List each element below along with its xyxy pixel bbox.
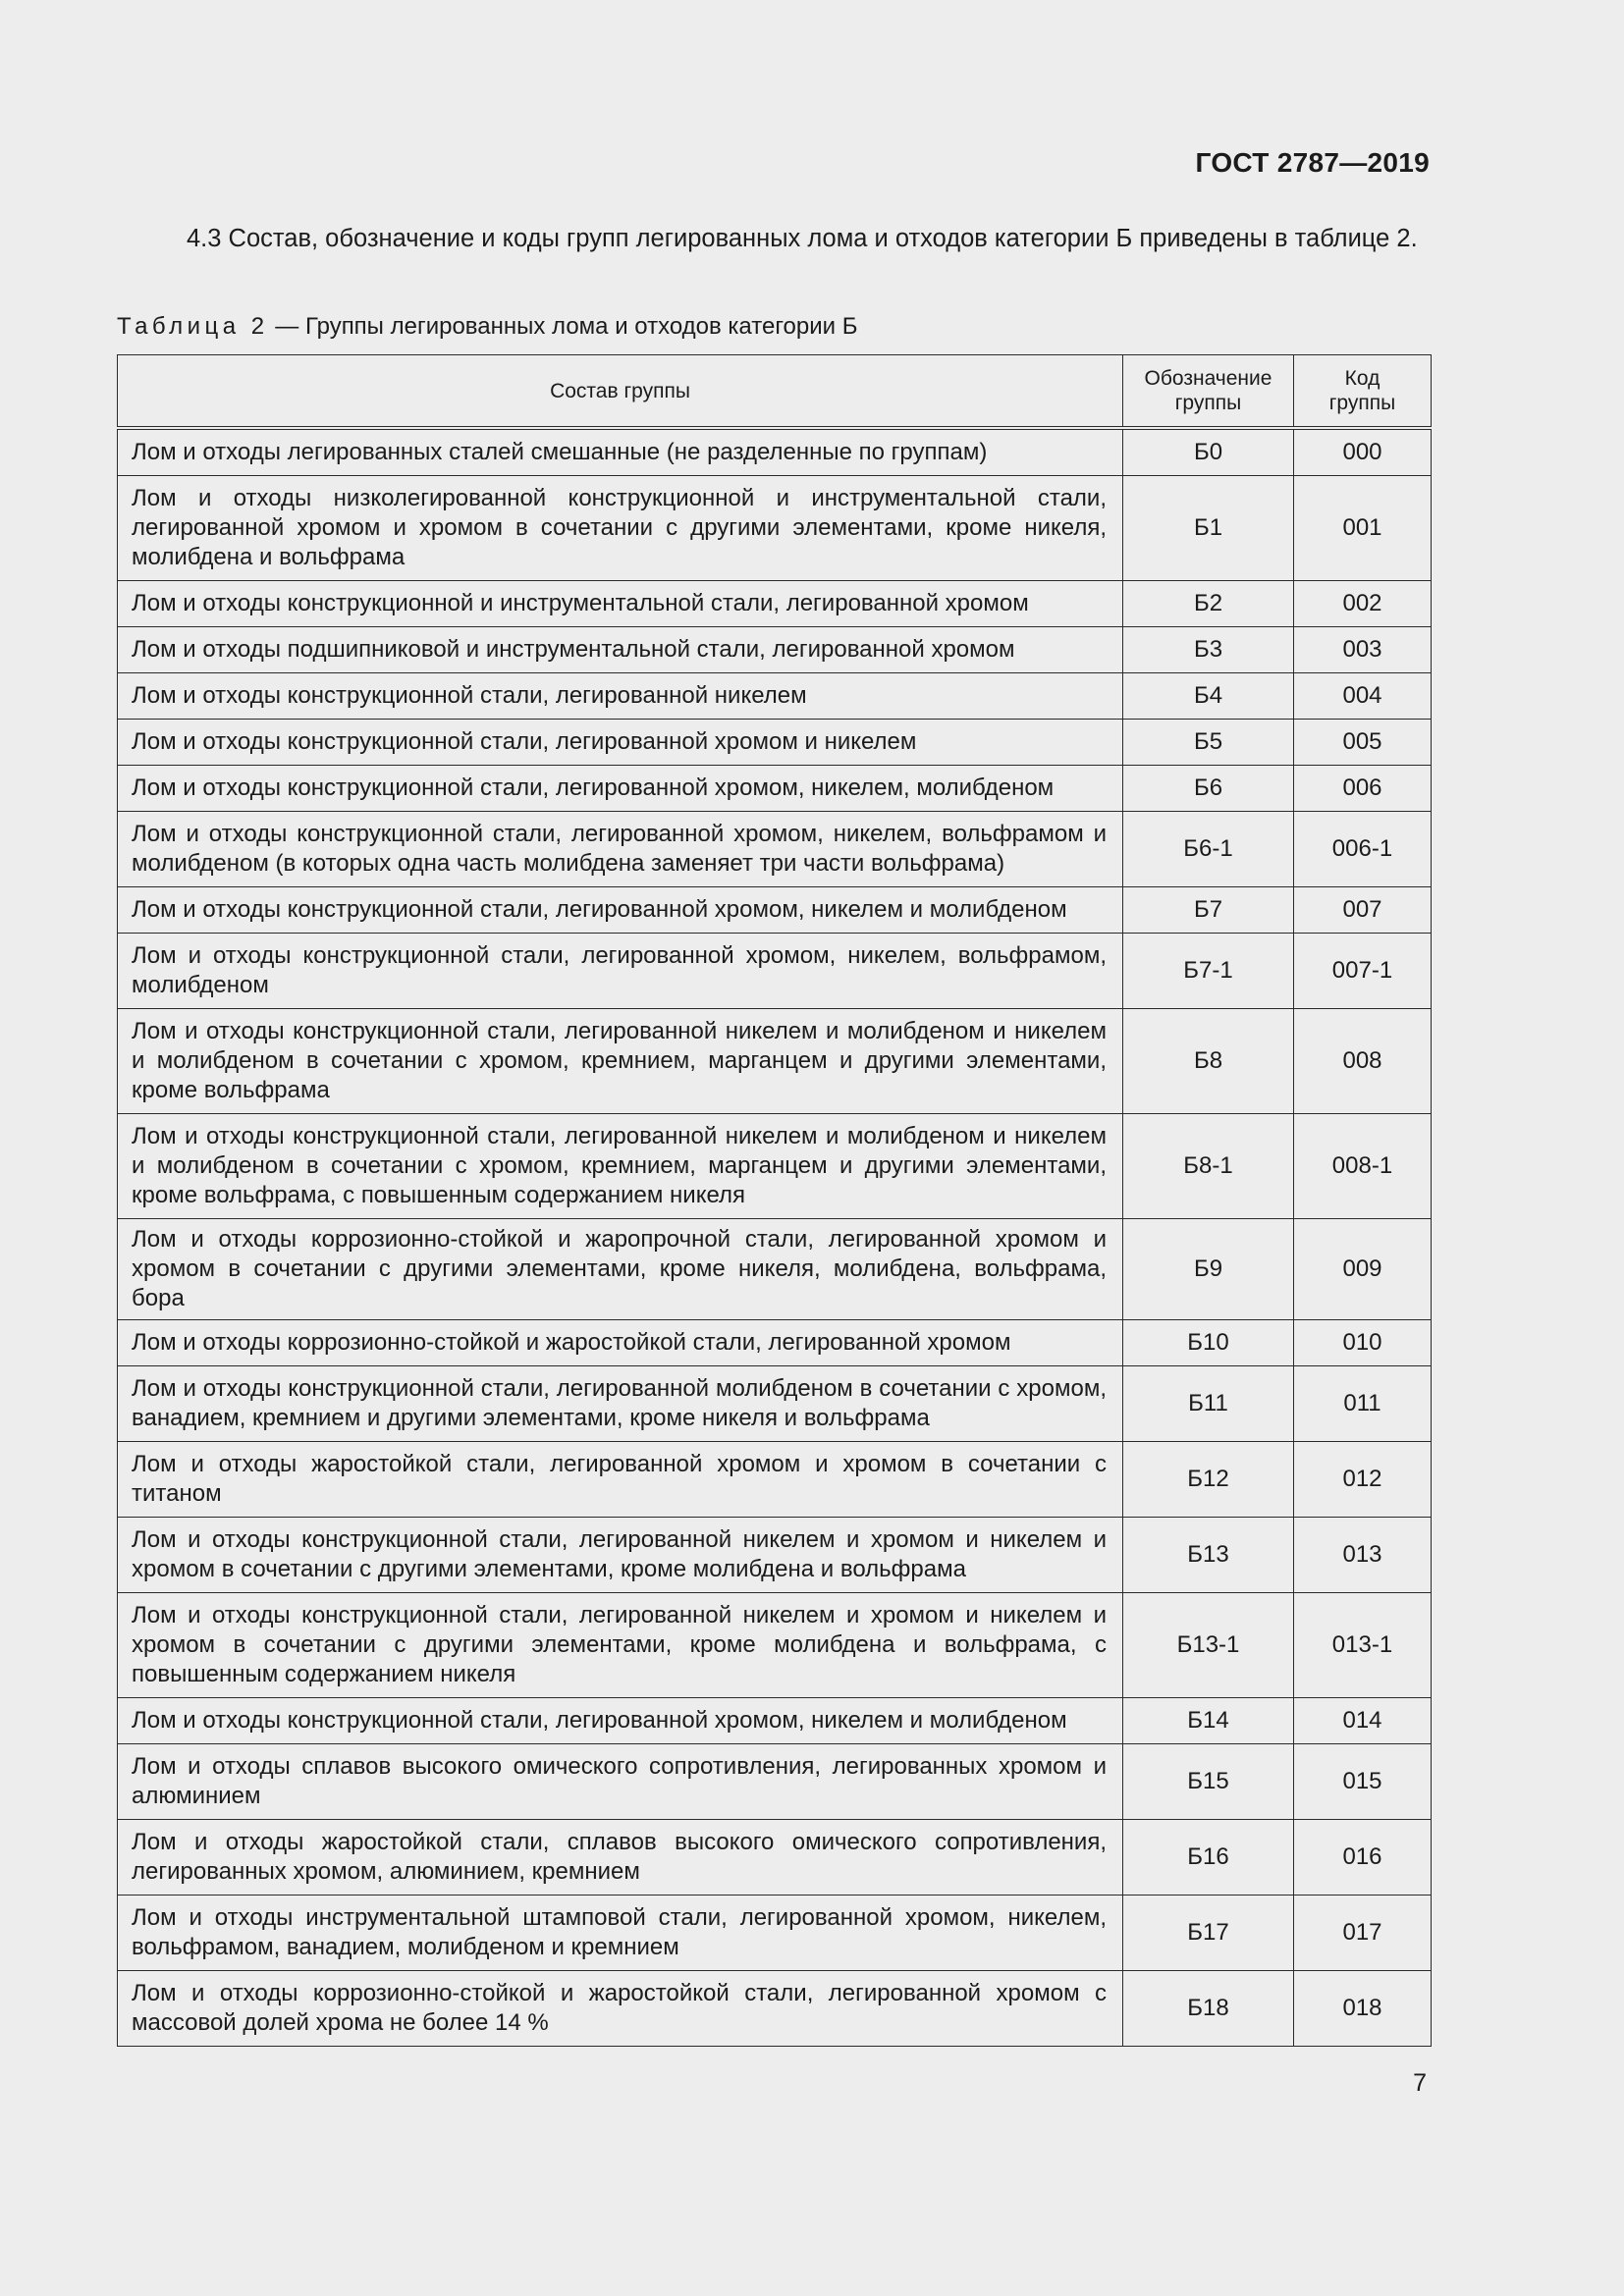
table-row xyxy=(118,1698,1432,1744)
table-row xyxy=(118,1820,1432,1896)
page-number: 7 xyxy=(1413,2069,1427,2097)
row-code: 014 xyxy=(1294,1698,1432,1744)
row-designation: Б9 xyxy=(1123,1219,1294,1320)
row-code: 015 xyxy=(1294,1744,1432,1820)
row-code: 002 xyxy=(1294,581,1432,627)
row-designation: Б18 xyxy=(1123,1971,1294,2047)
table-caption-label: Таблица 2 xyxy=(117,313,269,340)
row-code: 013-1 xyxy=(1294,1593,1432,1698)
table-header-row xyxy=(118,355,1432,429)
row-composition: Лом и отходы конструкционной и инструментальной стали, легированной хромом xyxy=(118,581,1123,627)
row-composition: Лом и отходы низколегированной конструкционной и инструментальной стали, легированной хромом и хромом в сочетании с другими элементами, кроме никеля, молибдена и вольфрама xyxy=(118,476,1123,581)
row-code: 005 xyxy=(1294,720,1432,766)
row-designation: Б5 xyxy=(1123,720,1294,766)
table-row xyxy=(118,673,1432,720)
row-designation: Б0 xyxy=(1123,428,1294,476)
table-row xyxy=(118,476,1432,581)
row-designation: Б13-1 xyxy=(1123,1593,1294,1698)
row-designation: Б2 xyxy=(1123,581,1294,627)
header-composition: Состав группы xyxy=(118,355,1123,429)
row-composition: Лом и отходы конструкционной стали, легированной хромом и никелем xyxy=(118,720,1123,766)
table-row xyxy=(118,1219,1432,1320)
row-designation: Б7 xyxy=(1123,887,1294,934)
row-code: 007-1 xyxy=(1294,934,1432,1009)
row-code: 004 xyxy=(1294,673,1432,720)
row-composition: Лом и отходы коррозионно-стойкой и жаростойкой стали, легированной хромом xyxy=(118,1320,1123,1366)
row-designation: Б6 xyxy=(1123,766,1294,812)
row-composition: Лом и отходы конструкционной стали, легированной хромом, никелем, вольфрамом и молибденом (в которых одна часть молибдена заменяет три части вольфрама) xyxy=(118,812,1123,887)
table-row xyxy=(118,812,1432,887)
row-code: 006-1 xyxy=(1294,812,1432,887)
header-designation: Обозначение группы xyxy=(1123,355,1294,429)
row-designation: Б16 xyxy=(1123,1820,1294,1896)
row-designation: Б14 xyxy=(1123,1698,1294,1744)
row-composition: Лом и отходы подшипниковой и инструментальной стали, легированной хромом xyxy=(118,627,1123,673)
row-composition: Лом и отходы конструкционной стали, легированной никелем и хромом и никелем и хромом в сочетании с другими элементами, кроме молибдена и вольфрама, с повышенным содержанием никеля xyxy=(118,1593,1123,1698)
row-designation: Б4 xyxy=(1123,673,1294,720)
table-row xyxy=(118,1320,1432,1366)
table-row xyxy=(118,1593,1432,1698)
row-designation: Б8-1 xyxy=(1123,1114,1294,1219)
row-designation: Б17 xyxy=(1123,1896,1294,1971)
row-designation: Б10 xyxy=(1123,1320,1294,1366)
row-code: 001 xyxy=(1294,476,1432,581)
row-composition: Лом и отходы конструкционной стали, легированной хромом, никелем и молибденом xyxy=(118,1698,1123,1744)
row-composition: Лом и отходы конструкционной стали, легированной никелем xyxy=(118,673,1123,720)
row-code: 010 xyxy=(1294,1320,1432,1366)
row-composition: Лом и отходы сплавов высокого омического сопротивления, легированных хромом и алюминием xyxy=(118,1744,1123,1820)
document-id: ГОСТ 2787—2019 xyxy=(1195,147,1430,178)
row-code: 006 xyxy=(1294,766,1432,812)
row-designation: Б6-1 xyxy=(1123,812,1294,887)
row-composition: Лом и отходы конструкционной стали, легированной никелем и молибденом и никелем и молибденом в сочетании с хромом, кремнием, марганцем и другими элементами, кроме вольфрама, с повышенным содержанием никеля xyxy=(118,1114,1123,1219)
table-row xyxy=(118,627,1432,673)
row-code: 011 xyxy=(1294,1366,1432,1442)
table-row xyxy=(118,1009,1432,1114)
row-composition: Лом и отходы конструкционной стали, легированной молибденом в сочетании с хромом, ванадием, кремнием и другими элементами, кроме никеля и вольфрама xyxy=(118,1366,1123,1442)
row-code: 000 xyxy=(1294,428,1432,476)
row-code: 016 xyxy=(1294,1820,1432,1896)
intro-paragraph: 4.3 Состав, обозначение и коды групп легированных лома и отходов категории Б приведены в таблице 2. xyxy=(187,225,1418,252)
table-row xyxy=(118,1442,1432,1518)
row-code: 003 xyxy=(1294,627,1432,673)
row-code: 013 xyxy=(1294,1518,1432,1593)
row-designation: Б15 xyxy=(1123,1744,1294,1820)
row-designation: Б11 xyxy=(1123,1366,1294,1442)
table-row xyxy=(118,1896,1432,1971)
row-designation: Б13 xyxy=(1123,1518,1294,1593)
row-code: 017 xyxy=(1294,1896,1432,1971)
row-composition: Лом и отходы конструкционной стали, легированной хромом, никелем и молибденом xyxy=(118,887,1123,934)
row-composition: Лом и отходы конструкционной стали, легированной никелем и хромом и никелем и хромом в сочетании с другими элементами, кроме молибдена и вольфрама xyxy=(118,1518,1123,1593)
row-composition: Лом и отходы коррозионно-стойкой и жаропрочной стали, легированной хромом и хромом в сочетании с другими элементами, кроме никеля, молибдена, вольфрама, бора xyxy=(118,1219,1123,1320)
row-designation: Б7-1 xyxy=(1123,934,1294,1009)
row-code: 018 xyxy=(1294,1971,1432,2047)
scrap-groups-table xyxy=(117,354,1432,2047)
table-row xyxy=(118,428,1432,476)
row-composition: Лом и отходы жаростойкой стали, легированной хромом и хромом в сочетании с титаном xyxy=(118,1442,1123,1518)
row-code: 009 xyxy=(1294,1219,1432,1320)
table-row xyxy=(118,1366,1432,1442)
table-row xyxy=(118,887,1432,934)
table-row xyxy=(118,1518,1432,1593)
row-code: 008-1 xyxy=(1294,1114,1432,1219)
table-row xyxy=(118,1971,1432,2047)
row-designation: Б3 xyxy=(1123,627,1294,673)
row-code: 012 xyxy=(1294,1442,1432,1518)
table-caption xyxy=(117,313,857,341)
row-composition: Лом и отходы конструкционной стали, легированной хромом, никелем, молибденом xyxy=(118,766,1123,812)
table-row xyxy=(118,1114,1432,1219)
row-code: 007 xyxy=(1294,887,1432,934)
row-designation: Б8 xyxy=(1123,1009,1294,1114)
header-code: Код группы xyxy=(1294,355,1432,429)
row-code: 008 xyxy=(1294,1009,1432,1114)
row-designation: Б1 xyxy=(1123,476,1294,581)
row-composition: Лом и отходы конструкционной стали, легированной никелем и молибденом и никелем и молибденом в сочетании с хромом, кремнием, марганцем и другими элементами, кроме вольфрама xyxy=(118,1009,1123,1114)
row-composition: Лом и отходы легированных сталей смешанные (не разделенные по группам) xyxy=(118,428,1123,476)
table-caption-title: — Группы легированных лома и отходов категории Б xyxy=(268,313,858,340)
row-composition: Лом и отходы жаростойкой стали, сплавов высокого омического сопротивления, легированных хромом, алюминием, кремнием xyxy=(118,1820,1123,1896)
row-composition: Лом и отходы коррозионно-стойкой и жаростойкой стали, легированной хромом с массовой долей хрома не более 14 % xyxy=(118,1971,1123,2047)
table-row xyxy=(118,766,1432,812)
table-row xyxy=(118,934,1432,1009)
table-row xyxy=(118,581,1432,627)
row-composition: Лом и отходы инструментальной штамповой стали, легированной хромом, никелем, вольфрамом, ванадием, молибденом и кремнием xyxy=(118,1896,1123,1971)
table-row xyxy=(118,720,1432,766)
table-row xyxy=(118,1744,1432,1820)
row-designation: Б12 xyxy=(1123,1442,1294,1518)
row-composition: Лом и отходы конструкционной стали, легированной хромом, никелем, вольфрамом, молибденом xyxy=(118,934,1123,1009)
